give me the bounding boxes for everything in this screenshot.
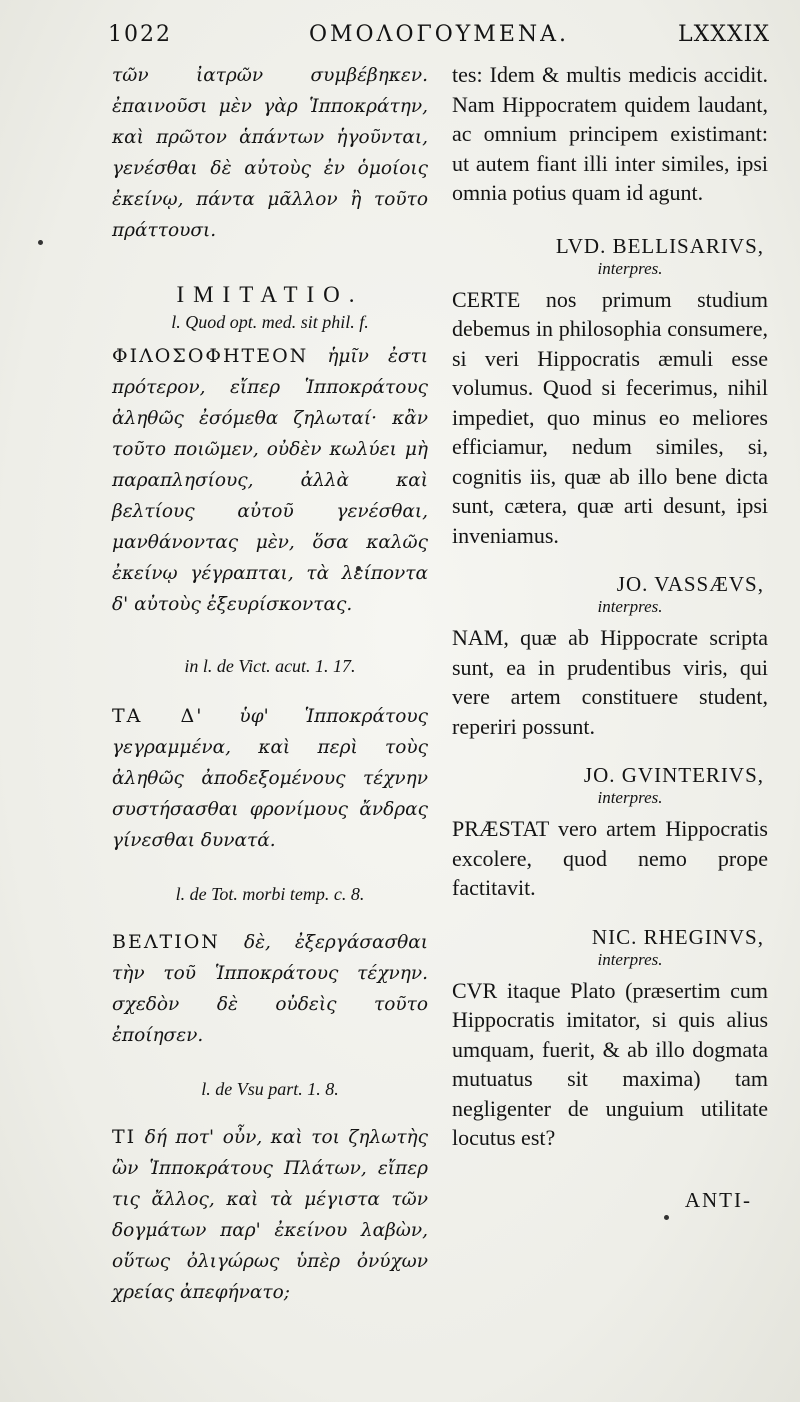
passage-text: δή ποτ' οὖν, καὶ τοι ζηλωτὴς ὢν Ἱπποκράτους Πλάτων, εἴπερ τις ἄλλος, καὶ τὰ μέγιστα τῶν δογμάτων παρ' ἐκείνου λαβὼν, οὕτως ὀλιγώρως ὑπὲρ ὀνύχων χρείας ἀπεφήνατο;	[112, 1127, 428, 1303]
source-reference: l. Quod opt. med. sit phil. f.	[171, 312, 369, 332]
passage-lead-word: ΒΕΛΤΙΟΝ	[112, 931, 220, 953]
translator-name: JO. VASSÆVS,	[616, 572, 764, 596]
passage-lead-word: ΤΑ Δ'	[112, 705, 204, 727]
greek-passage	[112, 701, 428, 856]
section-heading: IMITATIO.	[176, 282, 364, 307]
interpres-label: interpres.	[597, 258, 663, 278]
left-column-greek	[112, 60, 428, 1382]
source-reference: l. de Tot. morbi temp. c. 8.	[175, 884, 365, 904]
translator-name: LVD. BELLISARIVS,	[555, 233, 764, 258]
roman-page-number: LXXXIX	[678, 22, 770, 47]
greek-passage	[112, 341, 428, 620]
right-column-latin	[452, 60, 768, 1382]
translator-name: NIC. RHEGINVS,	[591, 924, 764, 949]
opening-greek-text: τῶν ἰατρῶν συμβέβηκεν. ἐπαινοῦσι μὲν γὰρ Ἱπποκράτην, καὶ πρῶτον ἁπάντων ἡγοῦνται, γενέσθαι δὲ αὐτοὺς ἐν ὁμοίοις ἐκείνῳ, πάντα μᾶλλον ἢ τοῦτο πράττουσι.	[112, 65, 428, 241]
passage-text: ὑφ' Ἱπποκράτους γεγραμμένα, καὶ περὶ τοὺς ἀληθῶς ἀποδεξομένους τέχνην συστήσασθαι φρονίμους ἄνδρας γίνεσθαι δυνατά.	[112, 706, 428, 851]
running-title: ΟΜΟΛΟΓΟΥΜΕΝΑ.	[308, 22, 570, 47]
opening-latin-text: tes: Idem & multis medicis accidit. Nam Hippocratem quidem laudant, ac omnium principem existimant: ut autem fiant illi inter similes, ipsi omnia potius quam id agunt.	[452, 62, 768, 205]
page-number: 1022	[108, 22, 172, 47]
latin-translation: CERTE nos primum studium debemus in philosophia consumere, si veri Hippocratis æmuli esse volumus. Quod si fecerimus, nihil impediet, quo minus eo meliores efficiamur, nedum similes, si, cognitis iis, quæ ab illo bene dicta sunt, cætera, quæ arti desunt, ipsi inveniamus.	[452, 286, 768, 548]
interpres-label: interpres.	[597, 788, 663, 807]
interpres-label: interpres.	[597, 949, 663, 969]
latin-translation: PRÆSTAT vero artem Hippocratis excolere, quod nemo prope factitavit.	[452, 816, 768, 900]
passage-text: δὲ, ἐξεργάσασθαι τὴν τοῦ Ἱπποκράτους τέχνην. σχεδὸν δὲ οὐδεὶς τοῦτο ἐποίησεν.	[112, 932, 428, 1046]
passage-lead-word: ΤΙ	[112, 1126, 137, 1148]
passage-text: ἡμῖν ἐστι πρότερον, εἴπερ Ἱπποκράτους ἀληθῶς ἐσόμεθα ζηλωταί· κἂν τοῦτο ποιῶμεν, οὐδὲν κωλύει μὴ παραπλησίους, ἀλλὰ καὶ βελτίους αὐτοῦ γενέσθαι, μανθάνοντας μὲν, ὅσα καλῶς ἐκείνῳ γέγραπται, τὰ λείποντα δ' αὐτοὺς ἐξευρίσκοντας.	[112, 346, 428, 615]
interpres-label: interpres.	[597, 597, 663, 616]
passage-lead-word: ΦΙΛΟΣΟΦΗΤΕΟΝ	[112, 345, 309, 367]
source-reference: in l. de Vict. acut. 1. 17.	[184, 656, 356, 676]
latin-translation: NAM, quæ ab Hippocrate scripta sunt, ea in prudentibus viris, qui vere artem constituere student, reperiri possunt.	[452, 625, 768, 739]
source-reference: l. de Vsu part. 1. 8.	[201, 1079, 339, 1099]
margin-dot	[38, 240, 43, 245]
greek-passage	[112, 1122, 428, 1308]
latin-translation: CVR itaque Plato (præsertim cum Hippocratis imitator, si quis alius umquam, fuerit, & ab illo dogmata mutuatus sit maxima) tam negligenter de unguium utilitate locutus est?	[452, 977, 768, 1150]
page-header	[108, 22, 770, 58]
greek-passage	[112, 927, 428, 1051]
translator-name: JO. GVINTERIVS,	[583, 763, 764, 787]
catchword: ANTI-	[684, 1188, 752, 1212]
